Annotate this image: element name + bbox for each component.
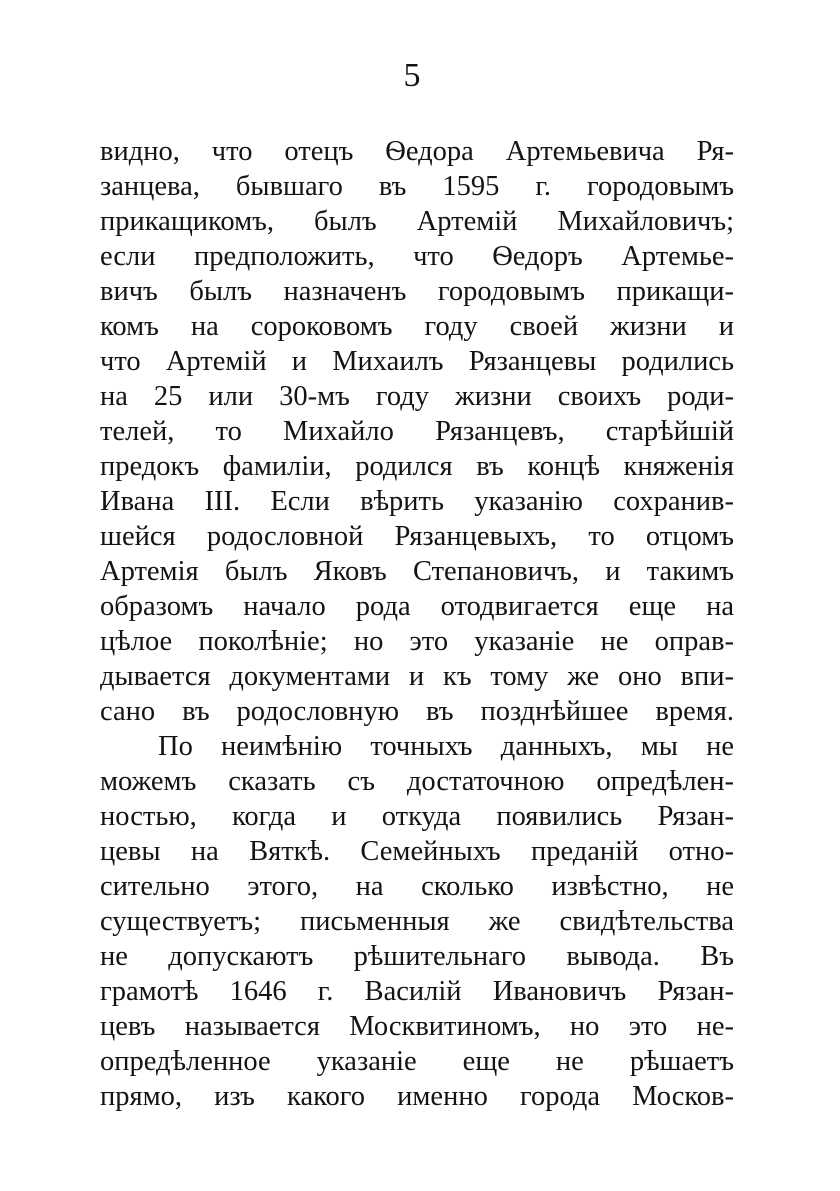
text-line: видно, что отецъ Ѳедора Артемьевича Ря- [100, 136, 734, 167]
text-line: комъ на сороковомъ году своей жизни и [100, 311, 734, 342]
page-number: 5 [403, 57, 421, 94]
text-line-indented: По неимѣнію точныхъ данныхъ, мы не [158, 731, 734, 762]
text-line: на 25 или 30-мъ году жизни своихъ роди- [100, 381, 734, 412]
text-line: что Артемій и Михаилъ Рязанцевы родились [100, 346, 734, 377]
page-text [100, 134, 734, 1114]
text-line: цевы на Вяткѣ. Семейныхъ преданій отно- [100, 836, 734, 867]
text-line: Артемія былъ Яковъ Степановичъ, и такимъ [100, 556, 734, 587]
text-line: образомъ начало рода отодвигается еще на [100, 591, 734, 622]
text-line: Ивана III. Если вѣрить указанію сохранив- [100, 486, 734, 517]
text-line: существуетъ; письменныя же свидѣтельства [100, 906, 734, 937]
text-line: если предположить, что Ѳедоръ Артемье- [100, 241, 734, 272]
text-line: ностью, когда и откуда появились Рязан- [100, 801, 734, 832]
text-line: прямо, изъ какого именно города Москов- [100, 1081, 734, 1112]
text-line: сительно этого, на сколько извѣстно, не [100, 871, 734, 902]
text-line: цѣлое поколѣніе; но это указаніе не оправ- [100, 626, 734, 657]
text-line: дывается документами и къ тому же оно впи- [100, 661, 734, 692]
text-line: предокъ фамиліи, родился въ концѣ княженія [100, 451, 734, 482]
text-line: шейся родословной Рязанцевыхъ, то отцомъ [100, 521, 734, 552]
text-line: занцева, бывшаго въ 1595 г. городовымъ [100, 171, 734, 202]
text-line: не допускаютъ рѣшительнаго вывода. Въ [100, 941, 734, 972]
text-line: грамотѣ 1646 г. Василій Ивановичъ Рязан- [100, 976, 734, 1007]
text-line: цевъ называется Москвитиномъ, но это не- [100, 1011, 734, 1042]
text-line: телей, то Михайло Рязанцевъ, старѣйшій [100, 416, 734, 447]
text-line: можемъ сказать съ достаточною опредѣлен- [100, 766, 734, 797]
text-line: вичъ былъ назначенъ городовымъ прикащи- [100, 276, 734, 307]
text-line: прикащикомъ, былъ Артемій Михайловичъ; [100, 206, 734, 237]
text-line: опредѣленное указаніе еще не рѣшаетъ [100, 1046, 734, 1077]
text-line: сано въ родословную въ позднѣйшее время. [100, 696, 734, 727]
